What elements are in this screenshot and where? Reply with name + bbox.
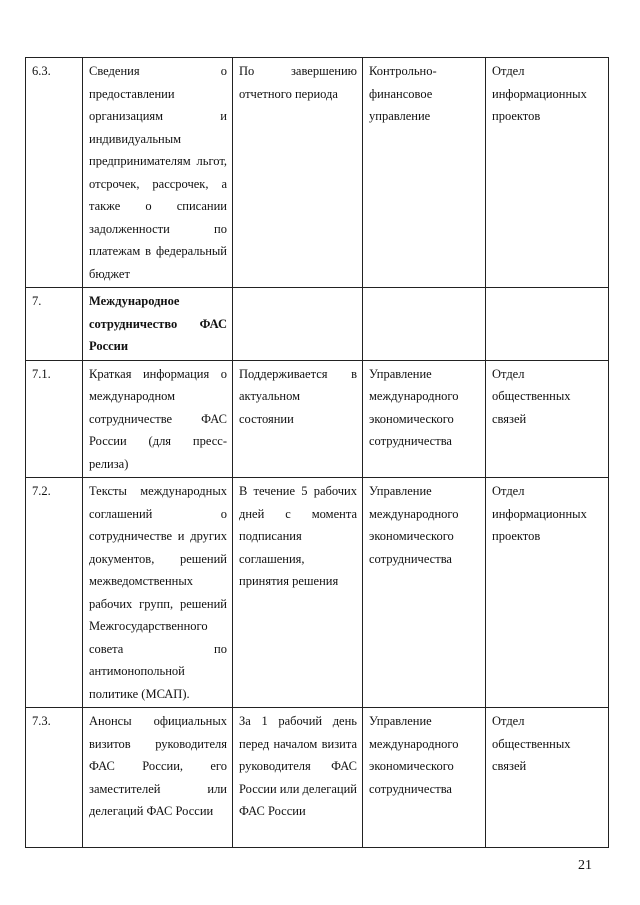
table-row	[26, 360, 609, 478]
row-number-cell: 7.	[26, 288, 83, 361]
table-row	[26, 478, 609, 708]
responsible-cell: Управление международного экономического сотрудничества	[363, 478, 486, 708]
info-cell: Краткая информация о международном сотрудничестве ФАС России (для пресс-релиза)	[83, 360, 233, 478]
section-title-cell: Международное сотрудничество ФАС России	[83, 288, 233, 361]
responsible-cell: Управление международного экономического сотрудничества	[363, 360, 486, 478]
info-cell: Сведения о предоставлении организациям и индивидуальным предпринимателям льгот, отсрочек, рассрочек, а также о списании задолженности по платежам в федеральный бюджет	[83, 58, 233, 288]
responsible-cell: Управление международного экономического сотрудничества	[363, 708, 486, 848]
info-cell: Анонсы официальных визитов руководителя ФАС России, его заместителей или делегаций ФАС России	[83, 708, 233, 848]
term-cell: По завершению отчетного периода	[233, 58, 363, 288]
department-cell: Отдел общественных связей	[486, 360, 609, 478]
term-cell: За 1 рабочий день перед началом визита руководителя ФАС России или делегаций ФАС России	[233, 708, 363, 848]
department-cell: Отдел информационных проектов	[486, 58, 609, 288]
row-number-cell: 7.2.	[26, 478, 83, 708]
department-cell: Отдел информационных проектов	[486, 478, 609, 708]
plan-table	[25, 57, 609, 848]
department-cell: Отдел общественных связей	[486, 708, 609, 848]
table-row	[26, 708, 609, 848]
info-cell: Тексты международных соглашений о сотрудничестве и других документов, решений межведомственных рабочих групп, решений Межгосударственного совета по антимонопольной политике (МСАП).	[83, 478, 233, 708]
page-number: 21	[578, 858, 592, 873]
department-cell	[486, 288, 609, 361]
responsible-cell	[363, 288, 486, 361]
row-number-cell: 7.3.	[26, 708, 83, 848]
term-cell: В течение 5 рабочих дней с момента подписания соглашения, принятия решения	[233, 478, 363, 708]
term-cell: Поддерживается в актуальном состоянии	[233, 360, 363, 478]
term-cell	[233, 288, 363, 361]
table-row	[26, 288, 609, 361]
table-row	[26, 58, 609, 288]
row-number-cell: 6.3.	[26, 58, 83, 288]
row-number-cell: 7.1.	[26, 360, 83, 478]
responsible-cell: Контрольно-финансовое управление	[363, 58, 486, 288]
